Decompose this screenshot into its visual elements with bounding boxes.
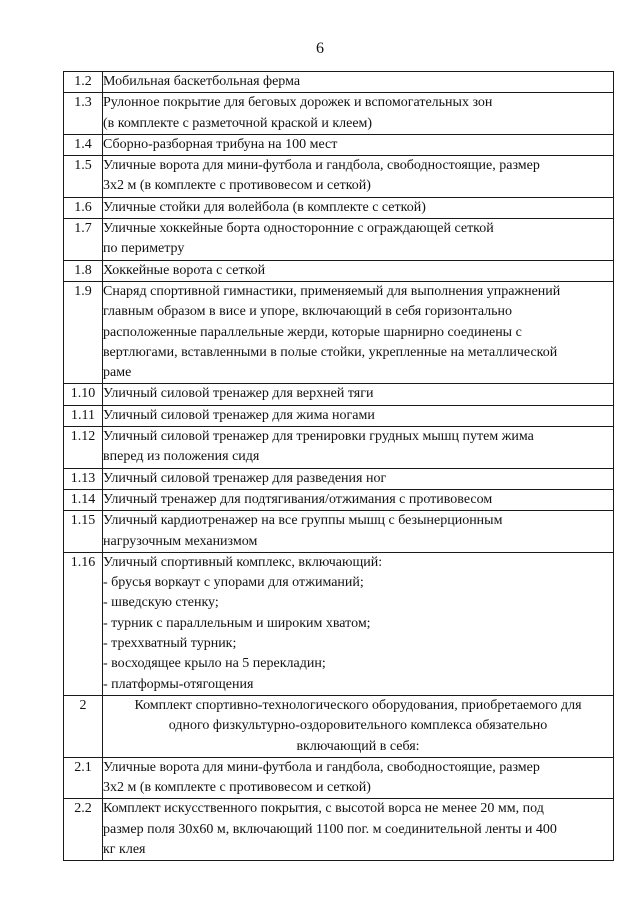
item-description: [103, 93, 614, 135]
table-row: [64, 468, 614, 489]
description-line: Уличный кардиотренажер на все группы мышц с безынерционным: [103, 513, 503, 529]
table-row: [64, 695, 614, 757]
description-line: раме: [103, 365, 132, 381]
item-description: [103, 552, 614, 695]
description-line: главным образом в висе и упоре, включающий в себя горизонтально: [103, 304, 513, 320]
description-line: Уличный тренажер для подтягивания/отжимания с противовесом: [103, 491, 493, 507]
table-row: [64, 156, 614, 198]
table-row: [64, 799, 614, 861]
item-description: [103, 489, 614, 510]
description-line: - брусья воркаут с упорами для отжиманий;: [103, 575, 364, 591]
description-line: Уличный силовой тренажер для разведения ног: [103, 470, 387, 486]
description-line: Уличный силовой тренажер для тренировки грудных мышц путем жима: [103, 429, 534, 445]
item-number: 1.9: [64, 281, 103, 383]
table-row: [64, 552, 614, 695]
table-row: [64, 219, 614, 261]
item-description: [103, 156, 614, 198]
table-row: [64, 281, 614, 383]
item-description: [103, 134, 614, 155]
description-line: - шведскую стенку;: [103, 595, 219, 611]
item-number: 1.12: [64, 427, 103, 469]
item-number: 1.2: [64, 72, 103, 93]
description-line: вперед из положения сидя: [103, 449, 260, 465]
item-description: [103, 757, 614, 799]
description-line: по периметру: [103, 241, 185, 257]
description-line: Комплект спортивно-технологического оборудования, приобретаемого для: [134, 697, 582, 713]
item-number: 1.11: [64, 405, 103, 426]
item-description: [103, 511, 614, 553]
item-number: 1.4: [64, 134, 103, 155]
item-number: 1.14: [64, 489, 103, 510]
page-number: 6: [316, 40, 324, 57]
item-description: [103, 468, 614, 489]
description-line: 3х2 м (в комплекте с противовесом и сеткой): [103, 178, 371, 194]
description-line: (в комплекте с разметочной краской и клеем): [103, 115, 373, 131]
item-description: [103, 405, 614, 426]
item-description: [103, 197, 614, 218]
item-number: 2: [64, 695, 103, 757]
item-description: [103, 695, 614, 757]
description-line: Уличные ворота для мини-футбола и гандбола, свободностоящие, размер: [103, 158, 540, 174]
table-row: [64, 427, 614, 469]
item-number: 1.13: [64, 468, 103, 489]
description-line: Уличный спортивный комплекс, включающий:: [103, 554, 383, 570]
item-description: [103, 799, 614, 861]
description-line: Уличные хоккейные борта односторонние с ограждающей сеткой: [103, 221, 494, 237]
description-line: Уличный силовой тренажер для верхней тяги: [103, 386, 374, 402]
description-line: включающий в себя:: [296, 738, 420, 754]
description-line: размер поля 30х60 м, включающий 1100 пог. м соединительной ленты и 400: [103, 821, 557, 837]
description-line: Хоккейные ворота с сеткой: [103, 262, 266, 278]
description-line: Уличные ворота для мини-футбола и гандбола, свободностоящие, размер: [103, 759, 540, 775]
item-description: [103, 260, 614, 281]
item-number: 1.3: [64, 93, 103, 135]
description-line: одного физкультурно-оздоровительного комплекса обязательно: [168, 718, 548, 734]
item-description: [103, 427, 614, 469]
table-row: [64, 134, 614, 155]
item-description: [103, 281, 614, 383]
description-line: Комплект искусственного покрытия, с высотой ворса не менее 20 мм, под: [103, 801, 544, 817]
item-number: 1.5: [64, 156, 103, 198]
table-row: [64, 93, 614, 135]
description-line: - турник с параллельным и широким хватом;: [103, 615, 371, 631]
item-number: 1.6: [64, 197, 103, 218]
table-row: [64, 511, 614, 553]
item-number: 1.16: [64, 552, 103, 695]
table-row: [64, 72, 614, 93]
table-row: [64, 489, 614, 510]
table-row: [64, 384, 614, 405]
description-line: - платформы-отягощения: [103, 676, 254, 692]
item-description: [103, 384, 614, 405]
description-line: расположенные параллельные жерди, которые шарнирно соединены с: [103, 324, 522, 340]
item-number: 1.7: [64, 219, 103, 261]
description-line: - восходящее крыло на 5 перекладин;: [103, 656, 326, 672]
table-row: [64, 197, 614, 218]
description-line: вертлюгами, вставленными в полые стойки, укрепленные на металлической: [103, 344, 558, 360]
description-line: Снаряд спортивной гимнастики, применяемый для выполнения упражнений: [103, 283, 561, 299]
table-row: [64, 260, 614, 281]
description-line: - треххватный турник;: [103, 636, 237, 652]
description-line: кг клея: [103, 841, 146, 857]
description-line: Сборно-разборная трибуна на 100 мест: [103, 136, 338, 152]
equipment-table: [63, 71, 614, 861]
description-line: нагрузочным механизмом: [103, 533, 258, 549]
item-number: 2.2: [64, 799, 103, 861]
item-number: 2.1: [64, 757, 103, 799]
equipment-table-body: [64, 72, 614, 861]
item-description: [103, 219, 614, 261]
item-number: 1.8: [64, 260, 103, 281]
item-number: 1.10: [64, 384, 103, 405]
description-line: Уличный силовой тренажер для жима ногами: [103, 407, 375, 423]
table-row: [64, 405, 614, 426]
item-number: 1.15: [64, 511, 103, 553]
description-line: Уличные стойки для волейбола (в комплекте с сеткой): [103, 199, 426, 215]
table-row: [64, 757, 614, 799]
description-line: 3х2 м (в комплекте с противовесом и сеткой): [103, 780, 371, 796]
description-line: Рулонное покрытие для беговых дорожек и вспомогательных зон: [103, 95, 493, 111]
description-line: Мобильная баскетбольная ферма: [103, 74, 301, 89]
item-description: [103, 72, 614, 93]
